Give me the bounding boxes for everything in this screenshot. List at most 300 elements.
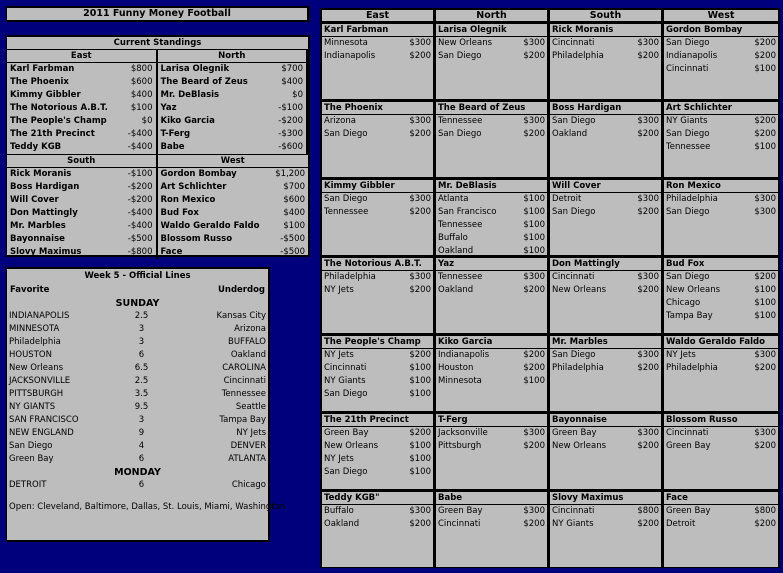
player-name: Yaz <box>160 103 177 113</box>
player-picks-cell <box>664 258 778 333</box>
pick-team: Philadelphia <box>666 194 718 204</box>
division-heading: South <box>7 154 156 168</box>
player-picks-cell <box>322 24 433 99</box>
player-name: Blossom Russo <box>160 234 233 244</box>
standing-row <box>7 233 156 246</box>
division-heading: West <box>158 154 309 168</box>
pick-team: Cincinnati <box>666 64 709 74</box>
pick-amount: $300 <box>637 116 659 126</box>
player-picks-cell <box>436 24 547 99</box>
pick-row <box>436 427 547 440</box>
picks-grid <box>320 8 780 568</box>
pick-row <box>664 193 778 206</box>
player-picks-cell <box>550 180 661 255</box>
player-balance: $100 <box>283 221 305 231</box>
player-name: The Phoenix <box>10 77 69 87</box>
player-picks-cell <box>550 102 661 177</box>
pick-row <box>322 453 433 466</box>
standing-row <box>158 76 307 89</box>
pick-team: Detroit <box>666 519 696 529</box>
pick-row <box>436 115 547 128</box>
open-teams-note: Open: Cleveland, Baltimore, Dallas, St. Louis, Miami, Washington <box>9 502 286 512</box>
player-picks-cell <box>664 336 778 411</box>
game-line-row <box>7 414 268 427</box>
pick-team: Green Bay <box>438 506 483 516</box>
point-spread: 6 <box>138 480 145 490</box>
standing-row <box>7 141 156 154</box>
pick-team: Minnesota <box>324 38 368 48</box>
pick-row <box>664 37 778 50</box>
pick-row <box>550 271 661 284</box>
pick-amount: $100 <box>409 376 431 386</box>
pick-amount: $300 <box>637 428 659 438</box>
pick-amount: $300 <box>637 350 659 360</box>
player-name: Babe <box>436 492 547 505</box>
player-picks-cell <box>436 258 547 333</box>
pick-row <box>664 362 778 375</box>
underdog-team: Kansas City <box>216 311 266 321</box>
pick-amount: $100 <box>409 389 431 399</box>
pick-row <box>550 50 661 63</box>
player-picks-cell <box>322 414 433 489</box>
pick-row <box>550 518 661 531</box>
pick-row <box>436 232 547 245</box>
player-name: The 21th Precinct <box>10 129 95 139</box>
pick-row <box>322 37 433 50</box>
standing-row <box>158 194 309 207</box>
pick-amount: $200 <box>523 441 545 451</box>
pick-row <box>322 115 433 128</box>
player-name: Bayonnaise <box>550 414 661 427</box>
favorite-team: PITTSBURGH <box>9 389 64 399</box>
player-name: Mr. Marbles <box>550 336 661 349</box>
pick-team: NY Giants <box>666 116 708 126</box>
pick-team: San Diego <box>552 116 596 126</box>
favorite-team: DETROIT <box>9 480 47 490</box>
pick-row <box>322 375 433 388</box>
pick-row <box>664 349 778 362</box>
pick-row <box>322 193 433 206</box>
player-name: Face <box>160 247 183 257</box>
game-line-row <box>7 479 268 492</box>
point-spread: 2.5 <box>134 376 149 386</box>
player-balance: -$400 <box>127 221 153 231</box>
player-name: Babe <box>160 142 185 152</box>
page-title: 2011 Funny Money Football <box>5 6 309 22</box>
pick-team: Houston <box>438 363 474 373</box>
pick-team: Oakland <box>438 246 474 255</box>
standing-row <box>158 246 309 259</box>
pick-amount: $200 <box>637 285 659 295</box>
underdog-label: Underdog <box>217 285 265 295</box>
pick-team: NY Giants <box>552 519 594 529</box>
standing-row <box>158 141 307 154</box>
pick-row <box>322 466 433 479</box>
player-name: Karl Farbman <box>322 24 433 37</box>
player-name: Don Mattingly <box>550 258 661 271</box>
player-name: Don Mattingly <box>10 208 78 218</box>
pick-row <box>436 50 547 63</box>
pick-amount: $300 <box>409 116 431 126</box>
pick-amount: $200 <box>754 272 776 282</box>
point-spread: 3 <box>138 337 145 347</box>
pick-amount: $200 <box>754 38 776 48</box>
pick-row <box>550 37 661 50</box>
standing-row <box>158 233 309 246</box>
player-name: Bud Fox <box>664 258 778 271</box>
player-balance: -$100 <box>127 169 153 179</box>
pick-amount: $200 <box>409 129 431 139</box>
standing-row <box>7 102 156 115</box>
player-picks-cell <box>322 336 433 411</box>
player-name: Kimmy Gibbler <box>322 180 433 193</box>
player-picks-cell <box>664 492 778 567</box>
favorite-team: San Diego <box>9 441 53 451</box>
player-picks-cell <box>322 258 433 333</box>
pick-amount: $100 <box>409 363 431 373</box>
pick-amount: $100 <box>754 298 776 308</box>
pick-team: Philadelphia <box>324 272 376 282</box>
pick-team: San Diego <box>324 194 368 204</box>
player-name: Karl Farbman <box>10 64 75 74</box>
pick-team: Buffalo <box>438 233 468 243</box>
pick-amount: $300 <box>523 272 545 282</box>
point-spread: 6 <box>138 454 145 464</box>
underdog-team: Oakland <box>230 350 266 360</box>
pick-team: Tampa Bay <box>666 311 713 321</box>
pick-amount: $200 <box>523 363 545 373</box>
picks-column-header: North <box>436 10 547 21</box>
pick-team: New Orleans <box>666 285 721 295</box>
player-picks-cell <box>322 180 433 255</box>
picks-column-header: West <box>664 10 778 21</box>
player-balance: -$500 <box>280 234 305 244</box>
pick-team: San Diego <box>552 207 596 217</box>
standing-row <box>158 128 307 141</box>
pick-team: Arizona <box>324 116 356 126</box>
player-balance: -$500 <box>127 234 153 244</box>
pick-team: Oakland <box>438 285 474 295</box>
pick-amount: $200 <box>523 129 545 139</box>
pick-amount: $200 <box>409 207 431 217</box>
favorite-label: Favorite <box>10 285 50 295</box>
pick-amount: $300 <box>409 194 431 204</box>
point-spread: 6 <box>138 350 145 360</box>
pick-amount: $200 <box>754 51 776 61</box>
player-name: The Phoenix <box>322 102 433 115</box>
pick-amount: $200 <box>523 350 545 360</box>
pick-team: Indianapolis <box>324 51 376 61</box>
player-balance: -$300 <box>278 129 303 139</box>
player-name: Larisa Olegnik <box>160 64 230 74</box>
game-line-row <box>7 336 268 349</box>
pick-row <box>436 128 547 141</box>
division-heading: East <box>7 50 156 63</box>
underdog-team: Seattle <box>235 402 266 412</box>
point-spread: 2.5 <box>134 311 149 321</box>
player-balance: $600 <box>283 195 305 205</box>
underdog-team: Tennessee <box>221 389 266 399</box>
favorite-team: Philadelphia <box>9 337 61 347</box>
game-line-row <box>7 388 268 401</box>
game-line-row <box>7 440 268 453</box>
player-name: The Beard of Zeus <box>160 77 248 87</box>
pick-amount: $100 <box>754 64 776 74</box>
player-name: Face <box>664 492 778 505</box>
day-heading: MONDAY <box>114 467 161 478</box>
standings-grid <box>7 50 308 259</box>
pick-team: Atlanta <box>438 194 469 204</box>
standing-row <box>158 181 309 194</box>
pick-amount: $300 <box>409 272 431 282</box>
point-spread: 6.5 <box>134 363 149 373</box>
pick-team: NY Jets <box>324 350 354 360</box>
underdog-team: Cincinnati <box>223 376 266 386</box>
player-balance: $700 <box>283 182 305 192</box>
player-name: Blossom Russo <box>664 414 778 427</box>
pick-team: Philadelphia <box>666 363 718 373</box>
point-spread: 9.5 <box>134 402 149 412</box>
player-balance: $0 <box>141 116 153 126</box>
pick-row <box>550 128 661 141</box>
standing-row <box>7 115 156 128</box>
favorite-team: MINNESOTA <box>9 324 60 334</box>
pick-row <box>664 310 778 323</box>
pick-amount: $200 <box>523 51 545 61</box>
pick-team: Cincinnati <box>552 272 595 282</box>
pick-row <box>664 297 778 310</box>
player-picks-cell <box>436 336 547 411</box>
player-name: Bud Fox <box>160 208 199 218</box>
pick-amount: $300 <box>523 506 545 516</box>
favorite-team: INDIANAPOLIS <box>9 311 70 321</box>
player-balance: $1,200 <box>275 169 305 179</box>
player-picks-cell <box>322 102 433 177</box>
player-name: The People's Champ <box>10 116 107 126</box>
pick-row <box>664 518 778 531</box>
player-name: Will Cover <box>550 180 661 193</box>
player-picks-cell <box>436 492 547 567</box>
pick-amount: $100 <box>754 142 776 152</box>
pick-row <box>436 245 547 255</box>
player-name: Bayonnaise <box>10 234 65 244</box>
pick-row <box>550 206 661 219</box>
pick-team: San Diego <box>438 51 482 61</box>
pick-team: Philadelphia <box>552 363 604 373</box>
player-name: The Notorious A.B.T. <box>322 258 433 271</box>
player-name: The Beard of Zeus <box>436 102 547 115</box>
player-name: Art Schlichter <box>664 102 778 115</box>
player-name: Boss Hardigan <box>10 182 80 192</box>
pick-row <box>550 115 661 128</box>
player-name: Gordon Bombay <box>664 24 778 37</box>
standing-row <box>7 76 156 89</box>
favorite-team: Green Bay <box>9 454 54 464</box>
pick-team: San Francisco <box>438 207 497 217</box>
pick-team: New Orleans <box>324 441 379 451</box>
player-name: T-Ferg <box>436 414 547 427</box>
point-spread: 3 <box>138 324 145 334</box>
pick-team: Tennessee <box>438 220 483 230</box>
division-column <box>7 50 158 154</box>
lines-column-header <box>7 283 268 297</box>
pick-row <box>664 141 778 154</box>
player-picks-cell <box>436 102 547 177</box>
pick-team: San Diego <box>324 467 368 477</box>
game-line-row <box>7 453 268 466</box>
player-picks-cell <box>550 258 661 333</box>
pick-row <box>322 362 433 375</box>
player-balance: -$400 <box>127 208 153 218</box>
pick-amount: $200 <box>637 519 659 529</box>
pick-team: NY Jets <box>324 285 354 295</box>
point-spread: 9 <box>138 428 145 438</box>
pick-team: NY Jets <box>666 350 696 360</box>
pick-team: Tennessee <box>438 116 483 126</box>
player-name: Mr. DeBlasis <box>160 90 220 100</box>
pick-amount: $300 <box>754 207 776 217</box>
pick-amount: $300 <box>523 38 545 48</box>
player-name: Mr. DeBlasis <box>436 180 547 193</box>
player-balance: -$200 <box>127 182 153 192</box>
standing-row <box>7 194 156 207</box>
lines-panel <box>5 267 286 542</box>
pick-team: Chicago <box>666 298 701 308</box>
division-column <box>158 50 309 154</box>
player-balance: -$200 <box>127 195 153 205</box>
pick-team: San Diego <box>324 129 368 139</box>
pick-row <box>322 505 433 518</box>
favorite-team: JACKSONVILLE <box>9 376 71 386</box>
standing-row <box>7 63 156 76</box>
pick-row <box>436 349 547 362</box>
pick-row <box>322 284 433 297</box>
player-name: T-Ferg <box>160 129 191 139</box>
player-name: Larisa Olegnik <box>436 24 547 37</box>
pick-row <box>436 440 547 453</box>
pick-row <box>436 193 547 206</box>
pick-row <box>664 427 778 440</box>
underdog-team: NY Jets <box>236 428 266 438</box>
player-name: Mr. Marbles <box>10 221 66 231</box>
pick-team: San Diego <box>438 129 482 139</box>
division-column <box>7 154 158 259</box>
player-picks-cell <box>550 492 661 567</box>
pick-amount: $300 <box>523 428 545 438</box>
favorite-team: New Orleans <box>9 363 64 373</box>
pick-row <box>436 206 547 219</box>
underdog-team: ATLANTA <box>228 454 266 464</box>
player-name: Ron Mexico <box>160 195 216 205</box>
pick-team: Cincinnati <box>666 428 709 438</box>
pick-team: Tennessee <box>666 142 711 152</box>
player-picks-cell <box>550 24 661 99</box>
player-name: Waldo Geraldo Faldo <box>664 336 778 349</box>
player-picks-cell <box>550 414 661 489</box>
pick-team: San Diego <box>666 207 710 217</box>
standing-row <box>158 207 309 220</box>
game-line-row <box>7 323 268 336</box>
pick-team: San Diego <box>552 350 596 360</box>
player-balance: -$400 <box>127 142 153 152</box>
game-line-row <box>7 427 268 440</box>
player-picks-cell <box>436 414 547 489</box>
pick-team: Indianapolis <box>666 51 718 61</box>
point-spread: 3 <box>138 415 145 425</box>
game-line-row <box>7 349 268 362</box>
pick-team: San Diego <box>666 129 710 139</box>
player-balance: $0 <box>292 90 303 100</box>
player-name: Teddy KGB <box>10 142 62 152</box>
pick-row <box>664 505 778 518</box>
player-name: Kimmy Gibbler <box>10 90 81 100</box>
pick-amount: $800 <box>754 506 776 516</box>
game-line-row <box>7 310 268 323</box>
player-balance: -$800 <box>127 247 153 257</box>
pick-row <box>664 271 778 284</box>
pick-team: San Diego <box>666 272 710 282</box>
picks-column-header: South <box>550 10 661 21</box>
player-name: Slovy Maximus <box>550 492 661 505</box>
pick-amount: $200 <box>754 116 776 126</box>
pick-row <box>664 115 778 128</box>
player-balance: -$600 <box>278 142 303 152</box>
pick-team: Detroit <box>552 194 582 204</box>
pick-row <box>436 37 547 50</box>
game-line-row <box>7 375 268 388</box>
player-picks-cell <box>664 180 778 255</box>
standing-row <box>158 102 307 115</box>
favorite-team: HOUSTON <box>9 350 52 360</box>
player-name: Will Cover <box>10 195 59 205</box>
pick-team: Green Bay <box>552 428 597 438</box>
pick-row <box>322 427 433 440</box>
pick-amount: $100 <box>409 467 431 477</box>
pick-amount: $100 <box>409 454 431 464</box>
underdog-team: CAROLINA <box>222 363 266 373</box>
standing-row <box>158 63 307 76</box>
player-balance: $100 <box>130 103 153 113</box>
pick-amount: $100 <box>523 246 545 255</box>
pick-amount: $200 <box>754 363 776 373</box>
pick-row <box>322 349 433 362</box>
player-balance: $800 <box>130 64 153 74</box>
standing-row <box>7 89 156 102</box>
player-balance: $400 <box>130 90 153 100</box>
player-picks-cell <box>322 492 433 567</box>
pick-team: Cincinnati <box>324 363 367 373</box>
division-heading: North <box>158 50 307 63</box>
pick-row <box>550 440 661 453</box>
player-name: The 21th Precinct <box>322 414 433 427</box>
player-picks-cell <box>664 24 778 99</box>
standing-row <box>7 207 156 220</box>
pick-amount: $200 <box>409 285 431 295</box>
pick-row <box>322 271 433 284</box>
player-balance: -$200 <box>278 116 303 126</box>
pick-amount: $300 <box>754 194 776 204</box>
pick-amount: $300 <box>523 116 545 126</box>
player-picks-cell <box>436 180 547 255</box>
underdog-team: DENVER <box>230 441 266 451</box>
pick-amount: $100 <box>523 233 545 243</box>
pick-row <box>322 388 433 401</box>
pick-team: Cincinnati <box>438 519 481 529</box>
pick-amount: $200 <box>754 519 776 529</box>
pick-row <box>322 518 433 531</box>
pick-amount: $200 <box>409 519 431 529</box>
pick-row <box>664 284 778 297</box>
